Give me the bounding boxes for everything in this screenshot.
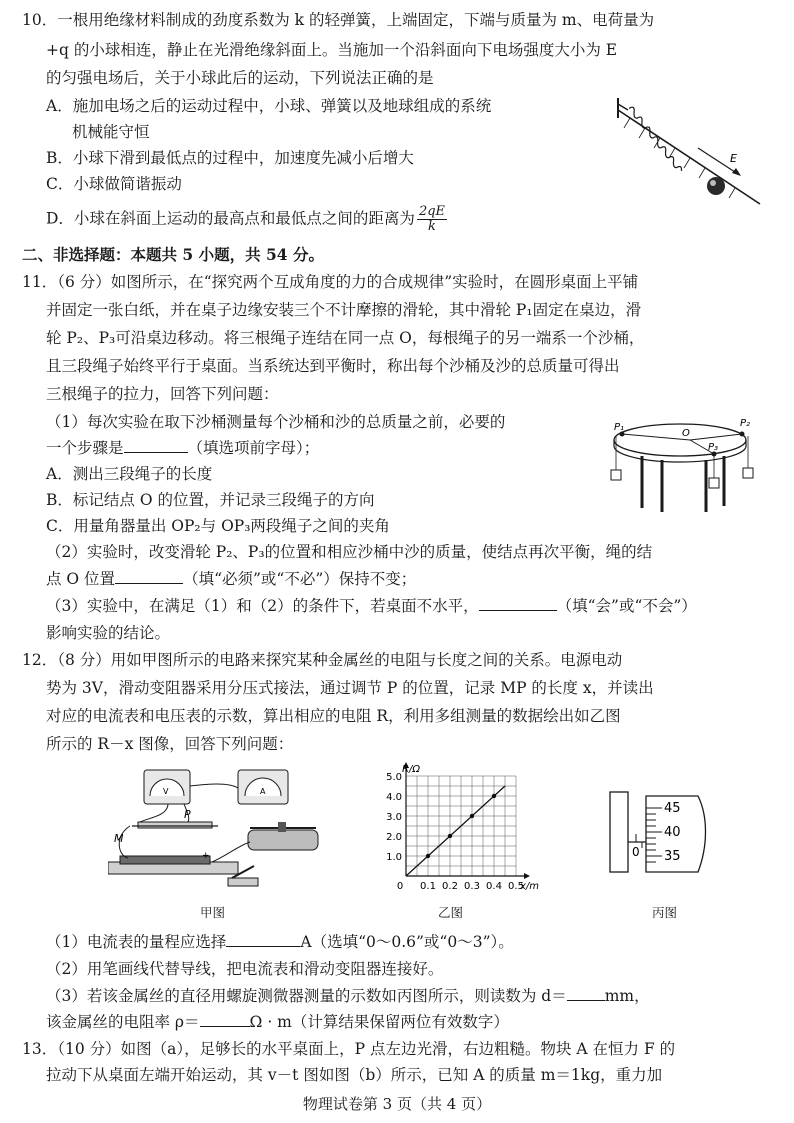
y-tick-label: 2.0: [386, 832, 402, 843]
x-tick-label: 0.2: [442, 881, 458, 892]
battery-pack: [120, 856, 210, 864]
micrometer-tick-45: 45: [664, 801, 681, 816]
incline-surface: [618, 110, 760, 204]
switch-base: [228, 878, 258, 886]
caption-yi: 乙图: [438, 905, 464, 920]
label-plus: +: [202, 851, 210, 861]
round-table-figure: [602, 412, 762, 516]
q10-line-1: 10．一根用绝缘材料制成的劲度系数为 k 的轻弹簧，上端固定，下端与质量为 m、电荷量为: [22, 11, 655, 29]
q10-option-a: A．施加电场之后的运动过程中，小球、弹簧以及地球组成的系统: [46, 97, 492, 115]
q11-sub1-post: （填选项前字母）；: [187, 439, 320, 457]
q12-sub3-line-1: [46, 984, 650, 1008]
q10-option-c: C．小球做简谐振动: [46, 175, 182, 193]
q12-sub3b-pre: 该金属丝的电阻率 ρ＝: [46, 1013, 200, 1031]
data-point: [492, 794, 496, 798]
q10-option-a-cont: 机械能守恒: [72, 123, 150, 141]
data-point: [448, 834, 452, 838]
voltmeter-label: V: [163, 787, 169, 796]
q11-sub1-line-1: （1）每次实验在取下沙桶测量每个沙桶和沙的总质量之前，必要的: [46, 413, 506, 431]
x-axis-arrow: [524, 873, 530, 879]
q12-sub1: [46, 930, 514, 954]
q10-fraction: [417, 205, 447, 234]
section-2-title: 二、非选择题：本题共 5 小题，共 54 分。: [22, 245, 324, 264]
origin-label: 0: [396, 881, 404, 892]
data-point: [426, 854, 430, 858]
q10-fraction-denominator: k: [428, 219, 436, 234]
q11-line-1: 11．（6 分）如图所示，在“探究两个互成角度的力的合成规律”实验时，在圆形桌面上平铺: [22, 273, 639, 291]
q12-sub1-post: A（选填“0～0.6”或“0～3”）。: [300, 933, 514, 951]
q13-line-2: 拉动下从桌面左端开始运动，其 v－t 图如图（b）所示，已知 A 的质量 m＝1kg，重力加: [46, 1066, 663, 1084]
q10-fraction-numerator: 2qE: [418, 204, 446, 219]
q12-line-3: 对应的电流表和电压表的示数，算出相应的电阻 R，利用多组测量的数据绘出如乙图: [46, 707, 621, 725]
q12-answer-blank-3[interactable]: [200, 1012, 250, 1027]
wire-4: [190, 784, 238, 788]
ball-highlight: [710, 180, 716, 186]
q11-sub2-line-1: （2）实验时，改变滑轮 P₂、P₃的位置和相应沙桶中沙的质量，使结点再次平衡，绳的结: [46, 543, 653, 561]
q12-line-1: 12．（8 分）用如甲图所示的电路来探究某种金属丝的电阻与长度之间的关系。电源电动: [22, 651, 623, 669]
q11-sub2-pre: 点 O 位置: [46, 570, 116, 588]
q10-option-d-text: D．小球在斜面上运动的最高点和最低点之间的距离为: [46, 209, 415, 228]
q11-sub3-line-1: [46, 594, 697, 618]
q10-line-2: +q 的小球相连，静止在光滑绝缘斜面上。当施加一个沿斜面向下电场强度大小为 E: [46, 41, 618, 59]
sliding-rheostat: [248, 830, 318, 850]
q11-answer-blank-2[interactable]: [115, 569, 183, 584]
q11-line-4: 且三段绳子始终平行于桌面。当系统达到平衡时，称出每个沙桶及沙的总质量可得出: [46, 357, 620, 375]
circuit-figure: [108, 766, 344, 894]
q11-sub3-line-2: 影响实验的结论。: [46, 624, 171, 642]
q11-sub1-line-2: [46, 436, 319, 460]
micrometer-zero: 0: [632, 845, 640, 859]
q11-sub3-pre: （3）实验中，在满足（1）和（2）的条件下，若桌面不水平，: [46, 597, 479, 615]
y-axis-label: R/Ω: [402, 764, 420, 775]
label-p: P: [184, 808, 191, 821]
spring-top: [618, 104, 628, 110]
spring-incline-figure: [600, 90, 770, 210]
y-tick-label: 4.0: [386, 792, 402, 803]
q11-option-c: C．用量角器量出 OP₂与 OP₃两段绳子之间的夹角: [46, 517, 390, 535]
q12-sub1-pre: （1）电流表的量程应选择: [46, 933, 227, 951]
ammeter-label: A: [260, 787, 266, 796]
q12-sub3-line-2: [46, 1010, 509, 1034]
sand-bucket-1: [611, 470, 621, 480]
page-footer: 物理试卷第 3 页（共 4 页）: [302, 1095, 492, 1113]
data-point: [470, 814, 474, 818]
q11-option-b: B．标记结点 O 的位置，并记录三段绳子的方向: [46, 491, 375, 509]
q11-sub2-line-2: [46, 567, 416, 591]
q11-answer-blank-1[interactable]: [124, 438, 188, 453]
label-p2: P₂: [740, 418, 751, 429]
micrometer-tick-35: 35: [664, 849, 681, 864]
label-p1: P₁: [614, 422, 625, 433]
micrometer-sleeve: [610, 792, 628, 872]
label-o: O: [682, 428, 690, 439]
charged-ball: [707, 177, 725, 195]
x-tick-label: 0.5: [508, 881, 524, 892]
caption-jia: 甲图: [200, 905, 226, 920]
label-m: M: [114, 832, 124, 845]
q13-line-1: 13．（10 分）如图（a），足够长的水平桌面上，P 点左边光滑，右边粗糙。物块 A 在恒力 F 的: [22, 1040, 676, 1058]
wire-5: [212, 842, 250, 862]
x-tick-label: 0.4: [486, 881, 502, 892]
metal-wire-rail: [138, 822, 212, 828]
wire-2: [140, 804, 168, 822]
q12-line-2: 势为 3V，滑动变阻器采用分压式接法，通过调节 P 的位置，记录 MP 的长度 x，并读出: [46, 679, 654, 697]
q12-sub3b-post: Ω · m（计算结果保留两位有效数字）: [249, 1013, 509, 1031]
q12-sub2: （2）用笔画线代替导线，把电流表和滑动变阻器连接好。: [46, 960, 444, 978]
sand-bucket-2: [743, 468, 753, 478]
q11-sub2-post: （填“必须”或“不必”）保持不变；: [183, 570, 417, 588]
q12-sub3-pre: （3）若该金属丝的直径用螺旋测微器测量的示数如丙图所示，则读数为 d＝: [46, 987, 567, 1005]
y-tick-label: 1.0: [386, 852, 402, 863]
y-tick-label: 3.0: [386, 812, 402, 823]
q11-option-a: A．测出三段绳子的长度: [46, 465, 213, 483]
sand-bucket-3: [709, 478, 719, 488]
rheostat-slider: [278, 822, 286, 832]
x-tick-label: 0.3: [464, 881, 480, 892]
micrometer-figure: [606, 786, 726, 886]
q11-sub1-pre: 一个步骤是: [46, 439, 124, 457]
pulley-p2: [740, 432, 745, 437]
q10-line-3: 的匀强电场后，关于小球此后的运动，下列说法正确的是: [46, 69, 434, 87]
q11-line-5: 三根绳子的拉力，回答下列问题：: [46, 385, 279, 403]
field-label: E: [730, 152, 737, 165]
q11-answer-blank-3[interactable]: [479, 596, 557, 611]
q11-line-3: 轮 P₂、P₃可沿桌边移动。将三根绳子连结在同一点 O，每根绳子的另一端系一个沙桶，: [46, 329, 645, 347]
y-tick-label: 5.0: [386, 772, 402, 783]
rx-chart: [370, 758, 540, 898]
q10-option-d: [46, 205, 447, 234]
q11-line-2: 并固定一张白纸，并在桌子边缘安装三个不计摩擦的滑轮，其中滑轮 P₁固定在桌边，滑: [46, 301, 642, 319]
q12-line-4: 所示的 R－x 图像，回答下列问题：: [46, 735, 294, 753]
q12-sub3-post: mm，: [604, 987, 650, 1005]
q11-sub3-post: （填“会”或“不会”）: [556, 597, 697, 615]
fit-line: [406, 786, 505, 876]
q12-answer-blank-2[interactable]: [567, 986, 605, 1001]
q12-answer-blank-1[interactable]: [226, 932, 300, 947]
x-axis-label: x/m: [520, 881, 540, 892]
caption-bing: 丙图: [652, 905, 678, 920]
micrometer-tick-40: 40: [664, 825, 681, 840]
q10-option-b: B．小球下滑到最低点的过程中，加速度先减小后增大: [46, 149, 414, 167]
table-top: [614, 424, 746, 456]
x-tick-label: 0.1: [420, 881, 436, 892]
label-p3: P₃: [708, 442, 719, 453]
field-arrow-head: [732, 168, 741, 176]
